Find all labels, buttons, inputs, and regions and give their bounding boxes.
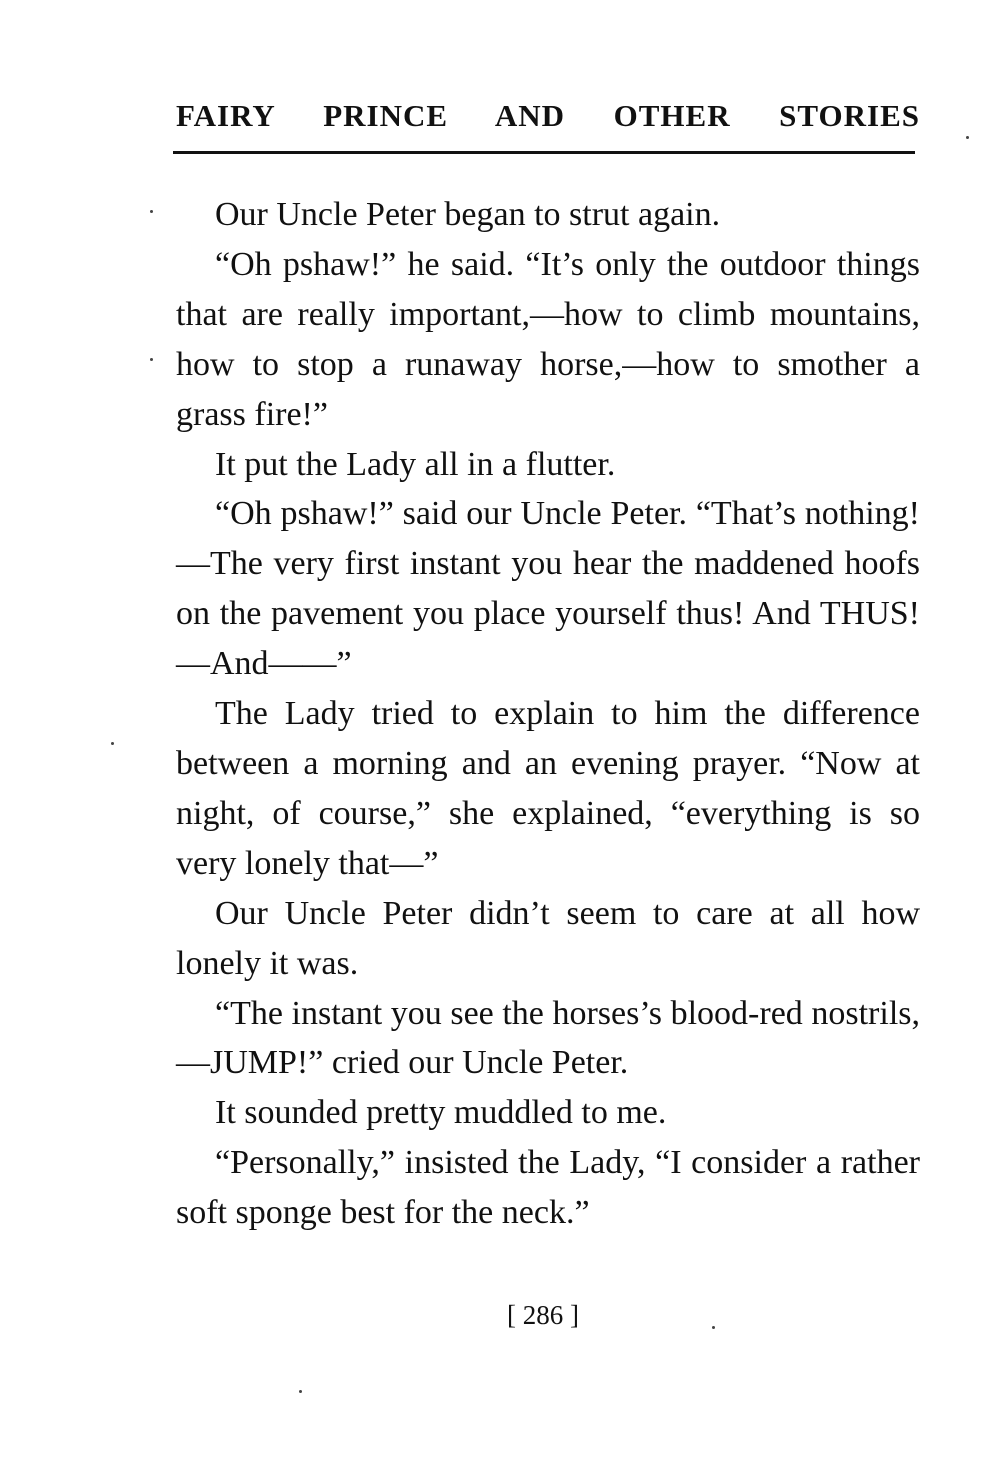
running-head: FAIRY PRINCE AND OTHER STORIES (176, 98, 920, 133)
paragraph: “Personally,” insisted the Lady, “I consider a rather soft sponge best for the neck.” (176, 1144, 920, 1232)
page-number: [ 286 ] (507, 1300, 579, 1330)
paragraph: Our Uncle Peter didn’t seem to care at all how lonely it was. (176, 894, 920, 982)
paragraph: “The instant you see the horses’s blood-red nostrils,—JUMP!” cried our Uncle Peter. (176, 994, 920, 1082)
paragraph: It sounded pretty muddled to me. (215, 1094, 667, 1132)
scan-speck (712, 1326, 715, 1329)
paragraph: The Lady tried to explain to him the difference between a morning and an evening prayer. “Now at night, of course,” she explained, “everything is so very lonely that—” (176, 695, 920, 882)
paragraph: “Oh pshaw!” said our Uncle Peter. “That’s nothing! —The very first instant you hear the maddened hoofs on the pavement you place yourself thus! And THUS! —And——” (176, 495, 920, 683)
scan-speck (299, 1390, 302, 1393)
paragraph: Our Uncle Peter began to strut again. (215, 196, 721, 233)
scan-speck (150, 358, 153, 361)
paragraph: It put the Lady all in a flutter. (215, 445, 616, 483)
paragraph: “Oh pshaw!” he said. “It’s only the outdoor things that are really important,—how to climb mountains, how to stop a runaway horse,—how to smother a grass fire!” (176, 245, 920, 433)
scan-speck (111, 742, 114, 745)
scan-speck (150, 210, 153, 213)
scan-speck (966, 136, 969, 139)
body-text (176, 190, 920, 1238)
header-rule (173, 151, 915, 154)
